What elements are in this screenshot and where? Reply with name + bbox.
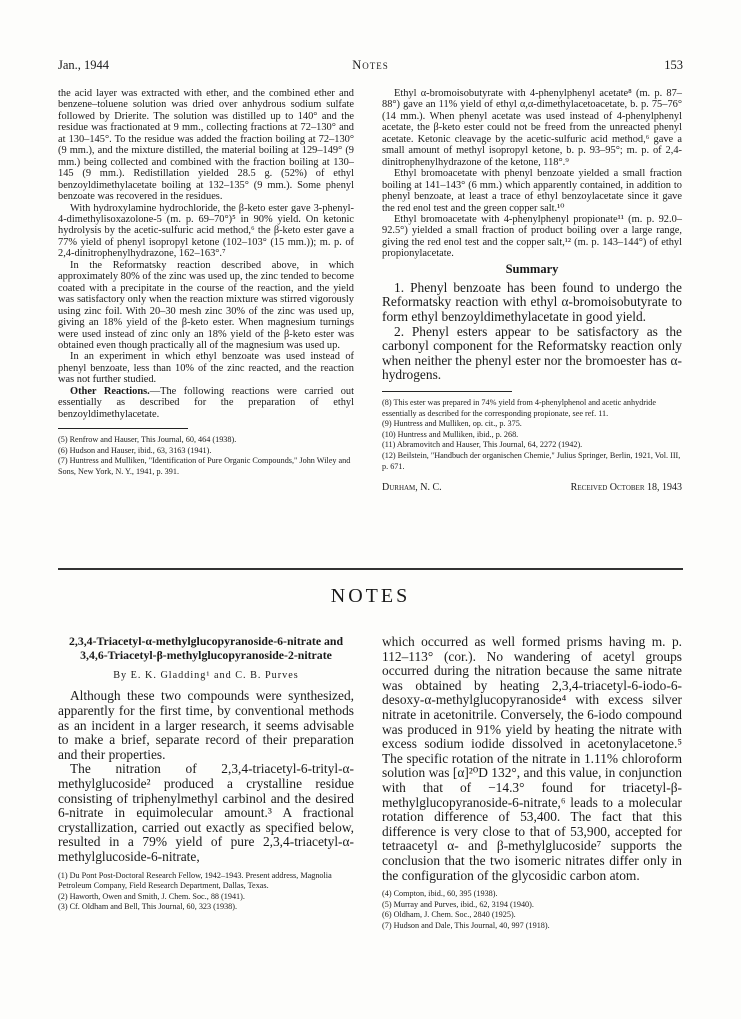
paragraph: With hydroxylamine hydrochloride, the β-keto ester gave 3-phenyl-4-dimethylisoxazolone-5 (m. p. 69–70°)⁵ in 90% yield. On ketonic hydrolysis by the acetic-sulfuric acid method,⁶ the β-keto ester gave a 77% yield of phenyl isopropyl ketone (102–103° (15 mm.)); m. p. of 2,4-dinitrophenylhydrazone, 162–163°.⁷ (58, 202, 354, 260)
header-section: Notes (352, 58, 389, 72)
footnote: (3) Cf. Oldham and Bell, This Journal, 60, 323 (1938). (58, 902, 238, 912)
article-byline: By E. K. Gladding¹ and C. B. Purves (113, 670, 299, 681)
other-reactions-heading: Other Reactions. (70, 385, 150, 397)
received-date: Received October 18, 1943 (570, 482, 682, 494)
section-title: NOTES (330, 585, 411, 607)
signature-line (382, 482, 682, 493)
top-left-column (58, 88, 354, 478)
footnotes (58, 871, 354, 913)
summary-item: 2. Phenyl esters appear to be satisfactory as the carbonyl component for the Reformatsky reaction only when neither the phenyl ester nor the bromoester has α-hydrogens. (382, 323, 682, 383)
paragraph: The nitration of 2,3,4-triacetyl-6-trityl-α-methylglucoside² produced a crystalline residue consisting of triphenylmethyl carbinol and the desired 6-nitrate in equimolecular amount.³ A fractional crystallization, carried out exactly as specified below, resulted in a 79% yield of pure 2,3,4-triacetyl-α-methylglucoside-6-nitrate, (58, 761, 354, 864)
footnote: (7) Huntress and Mulliken, "Identification of Pure Organic Compounds," John Wiley and Sons, New York, N. Y., 1941, p. 391. (58, 456, 351, 476)
summary-item: 1. Phenyl benzoate has been found to undergo the Reformatsky reaction with ethyl α-bromoisobutyrate to form ethyl benzoyldimethylacetate in good yield. (382, 279, 682, 324)
footnote: (8) This ester was prepared in 74% yield from 4-phenylphenol and acetic anhydride essentially as described for the corresponding propionate, see ref. 11. (382, 397, 657, 418)
paragraph: Ethyl bromoacetate with 4-phenylphenyl propionate¹¹ (m. p. 92.0–92.5°) yielded a small fraction of product boiling over a large range, giving the red enol test and the copper salt,¹² (m. p. 143–144°) of ethyl propionylacetate. (382, 213, 682, 260)
footnote-divider (382, 391, 512, 392)
header-date: Jan., 1944 (58, 58, 110, 72)
paragraph: Ethyl α-bromoisobutyrate with 4-phenylphenyl acetate⁸ (m. p. 87–88°) gave an 11% yield of ethyl α,α-dimethylacetoacetate, b. p. 75–76° (14 mm.). When phenyl acetate was used instead of 4-phenylphenyl acetate, the β-keto ester could not be freed from the unreacted phenyl acetate. Ketonic cleavage by the acetic-sulfuric acid method,⁶ gave a small amount of methyl isopropyl ketone, b. p. 93–95°; m. p. of 2,4-dinitrophenylhydrazone of the ketone, 118°.⁹ (382, 88, 682, 168)
footnote: (12) Beilstein, "Handbuch der organischen Chemie," Julius Springer, Berlin, 1921, Vol. III, p. 671. (382, 450, 681, 471)
footnote: (6) Oldham, J. Chem. Soc., 2840 (1925). (382, 910, 516, 920)
footnote-divider (58, 428, 188, 429)
paragraph: In the Reformatsky reaction described above, in which approximately 80% of the zinc was used up, the zinc tended to become coated with a precipitate in the course of the reaction, and the yield was satisfactory only when the reaction mixture was stirred vigorously using zinc foil. With 20–30 mesh zinc 30% of the zinc was used up, giving an 18% yield of the β-keto ester. When magnesium turnings were used instead of zinc only an 18% yield of the β-keto ester was obtained even though practically all of the magnesium was used up. (58, 259, 354, 351)
other-reactions-paragraph (58, 386, 354, 420)
section-divider (58, 568, 683, 570)
footnote: (7) Hudson and Dale, This Journal, 40, 997 (1918). (382, 920, 550, 930)
footnote: (1) Du Pont Post-Doctoral Research Fellow, 1942–1943. Present address, Magnolia Petroleum Company, Field Research Department, Dallas, Texas. (58, 870, 332, 891)
footnote: (2) Haworth, Owen and Smith, J. Chem. Soc., 88 (1941). (58, 891, 245, 901)
article-title: 2,3,4-Triacetyl-α-methylglucopyranoside-6-nitrate and 3,4,6-Triacetyl-β-methylglucopyranoside-2-nitrate (68, 634, 344, 662)
footnote: (4) Compton, ibid., 60, 395 (1938). (382, 889, 498, 899)
footnote: (11) Abramovitch and Hauser, This Journal, 64, 2272 (1942). (382, 440, 583, 450)
page-number: 153 (664, 58, 683, 72)
paragraph: Although these two compounds were synthesized, apparently for the first time, by conventional methods as an incident in a larger research, it seems advisable to make a brief, separate record of their preparation and their properties. (58, 688, 354, 762)
running-header (58, 58, 683, 76)
summary-heading: Summary (505, 261, 559, 276)
footnote: (5) Murray and Purves, ibid., 62, 3194 (1940). (382, 899, 534, 909)
footnote: (10) Huntress and Mulliken, ibid., p. 268. (382, 429, 519, 439)
top-right-column (382, 88, 682, 494)
paragraph: In an experiment in which ethyl benzoate was used instead of phenyl benzoate, less than 10% of the zinc reacted, and the reaction was not further studied. (58, 351, 354, 386)
other-reactions-text: —The following reactions were carried out essentially as described for the preparation of ethyl benzoyldimethylacetate. (58, 385, 355, 420)
article-left-column (58, 635, 354, 913)
paragraph: which occurred as well formed prisms having m. p. 112–113° (cor.). No wandering of acetyl groups occurred during the nitration because the same nitrate was obtained by heating 2,3,4-triacetyl-6-iodo-6-desoxy-α-methylglucopyranoside⁴ with excess silver nitrate in acetonitrile. Conversely, the 6-iodo compound was produced in 91% yield by heating the nitrate with excess sodium iodide dissolved in acetonylacetone.⁵ The specific rotation of the nitrate in 1.11% chloroform solution was [α]²⁰D 132°, and this value, in conjunction with that of −14.3° found for triacetyl-β-methylglucopyranoside-6-nitrate,⁶ leads to a molecular rotation difference of 53,400. The fact that this difference is very close to that of 53,900, accepted for tetraacetyl α- and β-methylglucoside⁷ supports the conclusion that the two isomeric nitrates differ only in the configuration of the glycosidic carbon atom. (382, 634, 682, 883)
paragraph: Ethyl bromoacetate with phenyl benzoate yielded a small fraction boiling at 141–143° (6 mm.) which apparently contained, in addition to phenyl benzoate, at least a trace of ethyl benzoylacetate since it gave the red enol test and the green copper salt.¹⁰ (382, 168, 682, 214)
article-right-column (382, 635, 682, 931)
location: Durham, N. C. (382, 482, 442, 494)
footnotes (382, 398, 682, 472)
footnotes (58, 435, 354, 477)
footnote: (6) Hudson and Hauser, ibid., 63, 3163 (1941). (58, 445, 212, 455)
paragraph: the acid layer was extracted with ether, and the combined ether and benzene–toluene solution was dried over anhydrous sodium sulfate followed by Drierite. The solution was distilled up to 140° and the residue was fractionated at 9 mm., collecting fractions at 72–130° and at 130–145°. To the residue was added the fraction boiling at 72–130° (9 mm.), and the mixture distilled, the material boiling at 129–149° (9 mm.) being collected and combined with the fraction boiling at 130–145 (9 mm.). Redistillation yielded 28.5 g. (52%) of ethyl benzoyldimethylacetate boiling at 132–135° (9 mm.). Some phenyl benzoate was recovered in the residues. (58, 88, 354, 203)
footnote: (9) Huntress and Mulliken, op. cit., p. 375. (382, 419, 522, 429)
footnote: (5) Renfrow and Hauser, This Journal, 60, 464 (1938). (58, 435, 237, 445)
footnotes (382, 889, 682, 931)
